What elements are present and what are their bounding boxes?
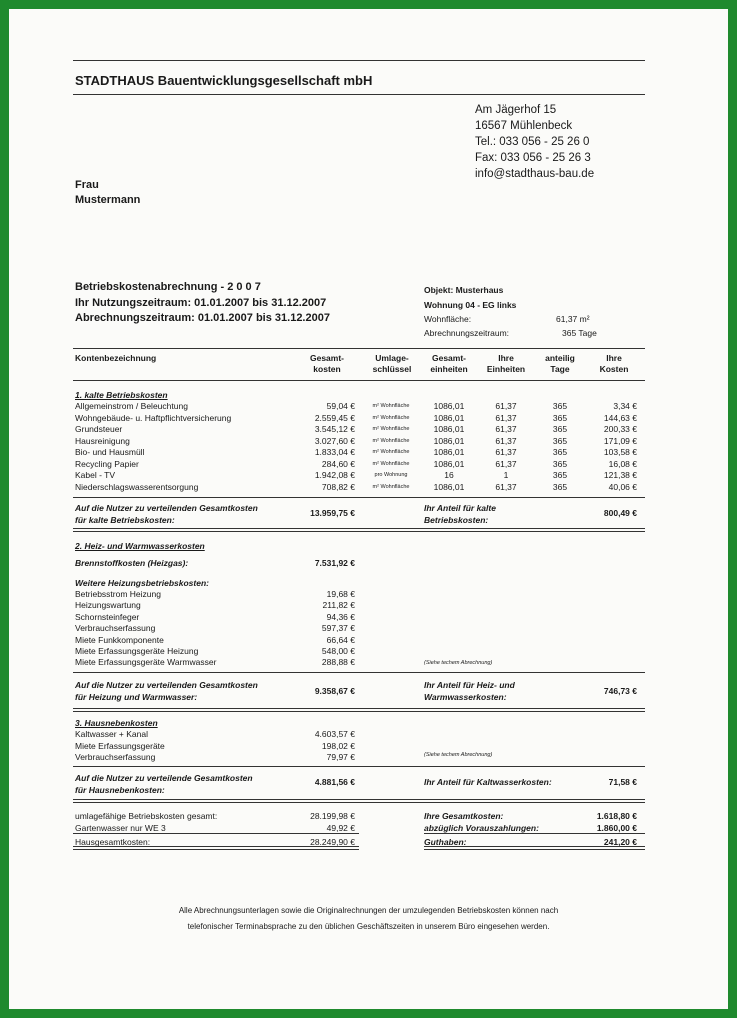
row-your-cost: 3,34 €: [613, 401, 637, 411]
totals-left-label: Gartenwasser nur WE 3: [75, 823, 166, 833]
row-total-cost: 597,37 €: [321, 623, 355, 634]
row-total-cost: 19,68 €: [326, 589, 355, 599]
address-city: 16567 Mühlenbeck: [475, 120, 573, 132]
ancillary-double-rule-a: [73, 799, 645, 800]
row-name: Miete Funkkomponente: [75, 634, 164, 645]
row-your-cost: 103,58 €: [603, 447, 637, 457]
totals-right-rule-2a: [424, 846, 645, 847]
row-total-units: 1086,01: [433, 458, 465, 469]
address-phone: Tel.: 033 056 - 25 26 0: [475, 136, 590, 148]
cold-sum-rule: [73, 497, 645, 498]
row-key: m² Wohnfläche: [372, 483, 410, 490]
object-name: Objekt: Musterhaus: [424, 285, 504, 295]
heat-double-rule-b: [73, 711, 645, 712]
table-header-rule: [73, 380, 645, 381]
living-area-value: 61,37 m²: [556, 314, 590, 324]
recipient-name: Mustermann: [75, 194, 141, 206]
totals-left-value: 28.249,90 €: [310, 837, 355, 847]
row-total-cost: 94,36 €: [326, 611, 355, 622]
fuel-cost-value: 7.531,92 €: [314, 558, 355, 568]
row-total-units: 1086,01: [433, 412, 465, 423]
row-name: Kaltwasser + Kanal: [75, 729, 148, 739]
row-your-cost: 121,38 €: [603, 470, 637, 480]
row-name: Heizungswartung: [75, 600, 141, 611]
row-total-cost: 3.027,60 €: [314, 435, 355, 446]
totals-right-value: 241,20 €: [603, 837, 637, 847]
section-ancillary-title: 3. Hausnebenkosten: [75, 718, 158, 728]
heat-sum-value: 9.358,67 €: [314, 686, 355, 696]
ancillary-double-rule-b: [73, 802, 645, 803]
row-total-cost: 2.559,45 €: [314, 412, 355, 423]
row-key: m² Wohnfläche: [372, 437, 410, 444]
row-key: m² Wohnfläche: [372, 414, 410, 421]
row-total-units: 1086,01: [433, 401, 465, 411]
ancillary-sum-value: 4.881,56 €: [314, 777, 355, 787]
cold-sum-label: Auf die Nutzer zu verteilenden Gesamtkosten für kalte Betriebskosten:: [75, 503, 258, 525]
row-name: Verbrauchserfassung: [75, 623, 156, 634]
ancillary-note: (Siehe techem Abrechnung): [424, 752, 493, 758]
totals-left-rule-2b: [73, 849, 359, 850]
cold-double-rule-a: [73, 528, 645, 529]
col-account: Kontenbezeichnung: [75, 353, 157, 363]
company-name: STADTHAUS Bauentwicklungsgesellschaft mbH: [75, 73, 373, 88]
row-total-cost: 284,60 €: [321, 458, 355, 469]
row-your-units: 1: [503, 470, 509, 480]
totals-left-label: umlagefähige Betriebskosten gesamt:: [75, 811, 218, 821]
recipient-salutation: Frau: [75, 179, 99, 191]
row-your-units: 61,37: [495, 401, 517, 411]
section-cold-title: 1. kalte Betriebskosten: [75, 390, 168, 400]
apartment: Wohnung 04 - EG links: [424, 300, 517, 310]
row-name: Allgemeinstrom / Beleuchtung: [75, 401, 188, 411]
address-fax: Fax: 033 056 - 25 26 3: [475, 152, 591, 164]
totals-left-value: 49,92 €: [326, 823, 355, 833]
row-total-units: 1086,01: [433, 435, 465, 446]
row-name: Bio- und Hausmüll: [75, 447, 145, 457]
col-your-cost: Ihre Kosten: [599, 353, 629, 374]
row-your-cost: 144,63 €: [603, 412, 637, 423]
row-total-cost: 548,00 €: [321, 646, 355, 656]
row-name: Grundsteuer: [75, 424, 123, 434]
row-your-units: 61,37: [495, 435, 517, 446]
row-your-cost: 16,08 €: [608, 458, 637, 469]
fuel-cost-label: Brennstoffkosten (Heizgas):: [75, 558, 189, 568]
heat-sum-label: Auf die Nutzer zu verteilenden Gesamtkosten für Heizung und Warmwasser:: [75, 680, 258, 702]
row-total-cost: 59,04 €: [326, 401, 355, 411]
address-email: info@stadthaus-bau.de: [475, 168, 595, 180]
heat-sum-rule: [73, 672, 645, 673]
totals-left-label: Hausgesamtkosten:: [75, 837, 151, 847]
totals-left-value: 28.199,98 €: [310, 811, 355, 821]
row-your-cost: 40,06 €: [608, 481, 637, 492]
row-days: 365: [552, 458, 568, 469]
living-area-label: Wohnfläche:: [424, 314, 472, 324]
row-total-cost: 1.942,08 €: [314, 470, 355, 480]
section-heat-title: 2. Heiz- und Warmwasserkosten: [75, 541, 205, 551]
row-total-cost: 4.603,57 €: [314, 729, 355, 739]
heat-share-value: 746,73 €: [603, 686, 637, 696]
row-total-cost: 288,88 €: [321, 657, 355, 668]
row-total-cost: 66,64 €: [326, 634, 355, 645]
ancillary-sum-rule: [73, 766, 645, 767]
row-days: 365: [552, 412, 568, 423]
statement-title: Betriebskostenabrechnung - 2 0 0 7: [75, 281, 261, 293]
totals-right-rule-2b: [424, 849, 645, 850]
totals-left-rule: [73, 833, 359, 834]
row-name: Miete Erfassungsgeräte: [75, 740, 165, 751]
cold-water-share-value: 71,58 €: [608, 777, 637, 787]
row-name: Schornsteinfeger: [75, 611, 140, 622]
row-total-cost: 79,97 €: [326, 752, 355, 762]
row-name: Betriebsstrom Heizung: [75, 589, 161, 599]
row-name: Kabel - TV: [75, 470, 116, 480]
row-name: Recycling Papier: [75, 458, 139, 469]
row-total-units: 1086,01: [433, 481, 465, 492]
row-key: m² Wohnfläche: [372, 426, 410, 432]
ancillary-sum-label: Auf die Nutzer zu verteilende Gesamtkosten für Hausnebenkosten:: [75, 773, 253, 795]
row-days: 365: [552, 447, 568, 457]
col-key: Umlage- schlüssel: [372, 353, 412, 374]
row-key: m² Wohnfläche: [372, 460, 410, 467]
heat-share-label: Ihr Anteil für Heiz- und Warmwasserkosten:: [424, 680, 515, 702]
row-total-cost: 198,02 €: [321, 740, 355, 751]
row-days: 365: [552, 401, 568, 411]
header-rule: [73, 94, 645, 95]
row-days: 365: [552, 435, 568, 446]
row-days: 365: [552, 481, 568, 492]
period-days-label: Abrechnungszeitraum:: [424, 328, 510, 338]
row-name: Niederschlagswasserentsorgung: [75, 481, 199, 492]
cold-double-rule-b: [73, 531, 645, 532]
heat-double-rule-a: [73, 708, 645, 709]
row-name: Hausreinigung: [75, 435, 130, 446]
col-total-units: Gesamt- einheiten: [430, 353, 468, 374]
row-name: Miete Erfassungsgeräte Warmwasser: [75, 657, 217, 668]
period-days-value: 365 Tage: [562, 328, 597, 338]
row-days: 365: [552, 424, 568, 434]
cold-share-label: Ihr Anteil für kalte Betriebskosten:: [424, 503, 496, 525]
row-total-units: 1086,01: [433, 424, 465, 434]
row-total-units: 16: [444, 470, 454, 480]
row-your-cost: 200,33 €: [603, 424, 637, 434]
totals-right-value: 1.618,80 €: [596, 811, 637, 821]
heat-note: (Siehe techem Abrechnung): [424, 660, 493, 666]
row-key: m² Wohnfläche: [372, 449, 410, 455]
usage-period: Ihr Nutzungszeitraum: 01.01.2007 bis 31.12.2007: [75, 297, 327, 309]
row-your-units: 61,37: [495, 447, 517, 457]
totals-right-label: Ihre Gesamtkosten:: [424, 811, 504, 821]
top-rule: [73, 60, 645, 61]
row-total-cost: 211,82 €: [322, 600, 355, 611]
row-your-units: 61,37: [495, 481, 517, 492]
col-your-units: Ihre Einheiten: [486, 353, 526, 374]
row-days: 365: [552, 470, 568, 480]
further-heating-label: Weitere Heizungsbetriebskosten:: [75, 578, 209, 588]
row-key: m² Wohnfläche: [372, 403, 410, 409]
totals-right-label: abzüglich Vorauszahlungen:: [424, 823, 539, 833]
row-total-cost: 3.545,12 €: [314, 424, 355, 434]
row-your-units: 61,37: [495, 412, 517, 423]
table-top-rule: [73, 348, 645, 349]
row-key: pro Wohnung: [374, 472, 408, 478]
row-name: Verbrauchserfassung: [75, 752, 156, 762]
row-name: Miete Erfassungsgeräte Heizung: [75, 646, 199, 656]
billing-period: Abrechnungszeitraum: 01.01.2007 bis 31.12.2007: [75, 312, 330, 324]
totals-right-value: 1.860,00 €: [596, 823, 637, 833]
cold-water-share-label: Ihr Anteil für Kaltwasserkosten:: [424, 777, 552, 787]
document-page: [9, 9, 728, 1009]
totals-left-rule-2a: [73, 846, 359, 847]
row-total-cost: 1.833,04 €: [314, 447, 355, 457]
address-street: Am Jägerhof 15: [475, 104, 557, 116]
totals-right-rule: [424, 833, 645, 834]
cold-sum-value: 13.959,75 €: [310, 508, 355, 518]
col-days: anteilig Tage: [545, 353, 575, 374]
cold-share-value: 800,49 €: [603, 508, 637, 518]
row-your-units: 61,37: [495, 424, 517, 434]
col-total-cost: Gesamt- kosten: [309, 353, 344, 374]
footer-note: Alle Abrechnungsunterlagen sowie die Originalrechnungen der umzulegenden Betriebskosten können nach telefonischer Terminabsprache zu den üblichen Geschäftszeiten in unserem Büro eingesehen werden.: [178, 906, 559, 931]
row-total-units: 1086,01: [433, 447, 465, 457]
row-your-units: 61,37: [495, 458, 517, 469]
row-total-cost: 708,82 €: [321, 481, 355, 492]
row-your-cost: 171,09 €: [603, 435, 637, 446]
row-name: Wohngebäude- u. Haftpflichtversicherung: [75, 412, 232, 423]
totals-right-label: Guthaben:: [424, 837, 467, 847]
